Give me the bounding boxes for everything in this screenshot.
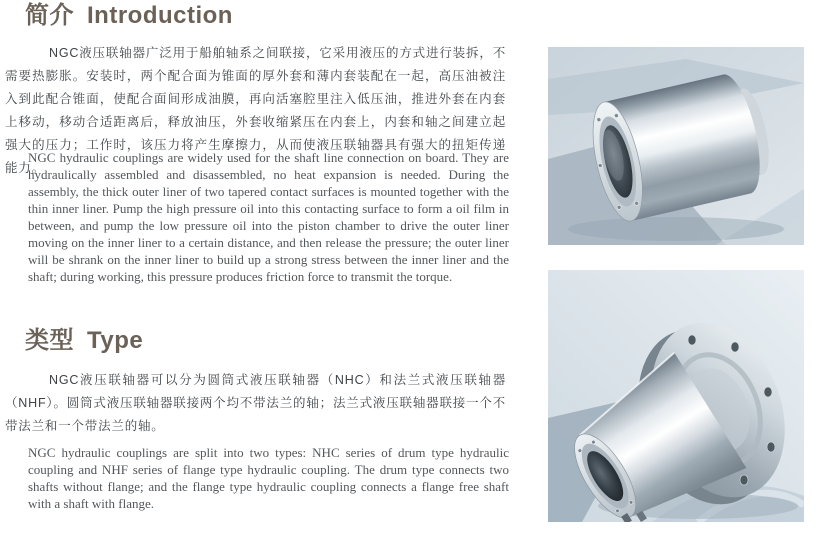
- type-heading-english: Type: [87, 327, 144, 354]
- intro-heading-chinese: 简介: [25, 2, 74, 29]
- type-heading-chinese: 类型: [25, 327, 74, 354]
- drum-coupling-render: [548, 47, 804, 245]
- section-heading-type: [25, 326, 143, 356]
- type-paragraph-chinese: NGC液压联轴器可以分为圆筒式液压联轴器（NHC）和法兰式液压联轴器（NHF）。圆筒式液压联轴器联接两个均不带法兰的轴；法兰式液压联轴器联接一个不带法兰和一个带法兰的轴。: [5, 373, 506, 433]
- intro-paragraph-english: NGC hydraulic couplings are widely used for the shaft line connection on board. They are hydraulically assembled and disassembled, no heat expansion is needed. During the assembly, the thick outer liner of two tapered contact surfaces is mounted together with the thin inner liner. Pump the high pressure oil into this contacting surface to form a oil film in between, and pump the low pressure oil into the piston chamber to drive the outer liner moving on the inner liner to a certain distance, and then release the pressure; the outer liner will be shrank on the inner liner to build up a strong stress between the inner liner and the shaft; during working, this pressure produces friction force to transmit the torque.: [28, 150, 509, 284]
- drum-coupling-image: [548, 47, 804, 245]
- type-paragraph-english: NGC hydraulic couplings are split into two types: NHC series of drum type hydraulic coupling and NHF series of flange type hydraulic coupling. The drum type connects two shafts without flange; and the flange type hydraulic coupling connects a flange free shaft with a shaft with flange.: [28, 445, 509, 511]
- intro-heading-english: Introduction: [87, 2, 233, 29]
- flange-coupling-image: [548, 270, 804, 522]
- flange-coupling-render: [548, 270, 804, 522]
- section-heading-introduction: [25, 1, 233, 31]
- intro-paragraph-chinese: NGC液压联轴器广泛用于船舶轴系之间联接，它采用液压的方式进行装拆，不需要热膨胀。安装时，两个配合面为锥面的厚外套和薄内套装配在一起，高压油被注入到此配合锥面，使配合面间形成油膜，再向活塞腔里注入低压油，推进外套在内套上移动，移动合适距离后，释放油压，外套收缩紧压在内套上，内套和轴之间建立起强大的压力；工作时，该压力将产生摩擦力，从而使液压联轴器具有强大的扭矩传递能力。: [5, 46, 506, 175]
